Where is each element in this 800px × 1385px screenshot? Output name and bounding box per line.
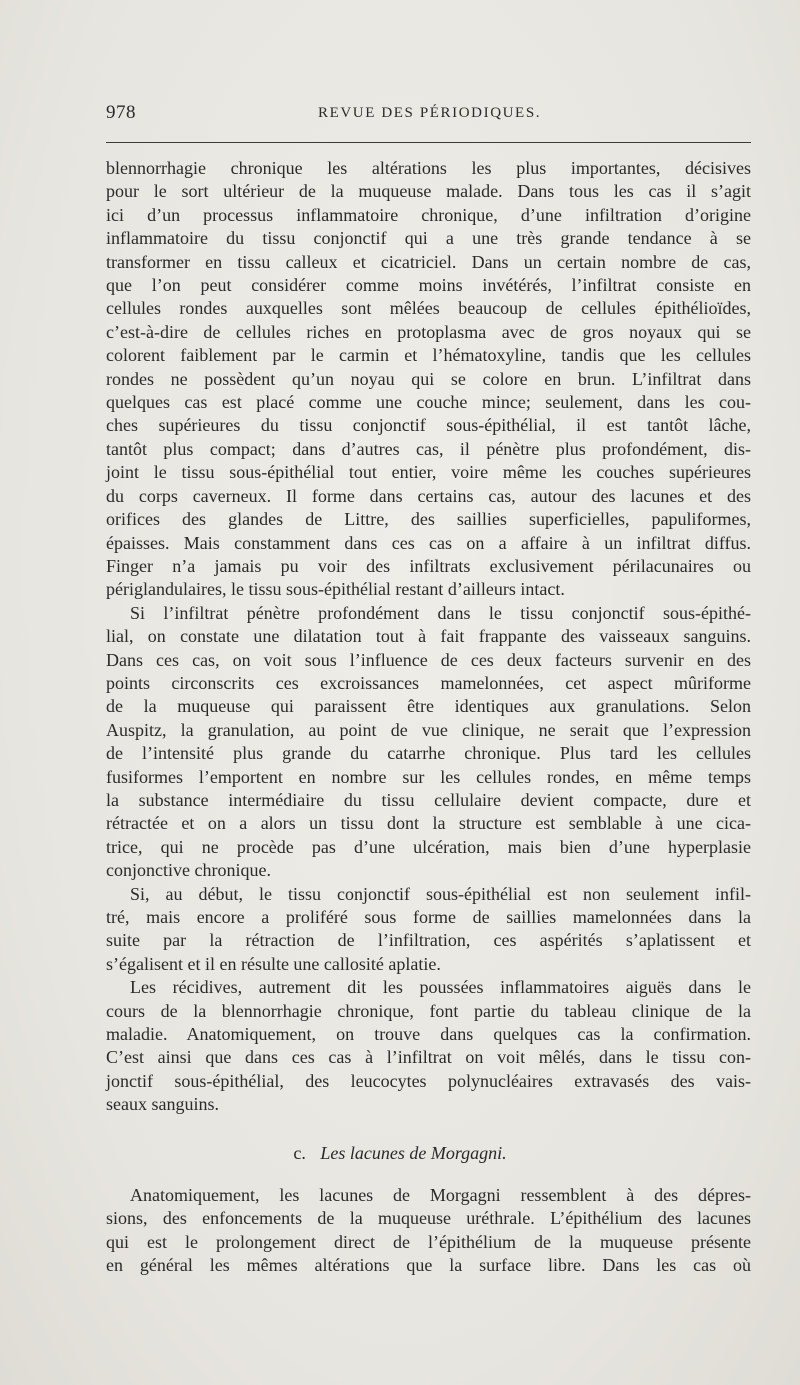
text-line: cellules rondes auxquelles sont mêlées beaucoup de cellules épithélioïdes, bbox=[106, 298, 751, 319]
text-line: tré, mais encore a proliféré sous forme de saillies mamelonnées dans la bbox=[106, 907, 751, 927]
text-line: Si, au début, le tissu conjonctif sous-épithélial est non seulement infil- bbox=[130, 883, 751, 904]
text-line: périglandulaires, le tissu sous-épithélial restant d’ailleurs intact. bbox=[106, 579, 565, 600]
text-line: Anatomiquement, les lacunes de Morgagni ressemblent à des dépres- bbox=[130, 1185, 751, 1205]
section-text bbox=[106, 1184, 751, 1278]
text-line: Finger n’a jamais pu voir des infiltrats exclusivement périlacunaires ou bbox=[106, 555, 751, 576]
text-line: épaisses. Mais constamment dans ces cas on a affaire à un infiltrat diffus. bbox=[106, 532, 751, 553]
text-line: pour le sort ultérieur de la muqueuse malade. Dans tous les cas il s’agit bbox=[106, 181, 751, 202]
text-line: la substance intermédiaire du tissu cellulaire devient compacte, dure et bbox=[106, 789, 751, 810]
text-line: cours de la blennorrhagie chronique, font partie du tableau clinique de la bbox=[106, 1000, 751, 1021]
text-line: Dans ces cas, on voit sous l’influence de ces deux facteurs survenir en des bbox=[106, 649, 751, 670]
text-line: du corps caverneux. Il forme dans certains cas, autour des lacunes et des bbox=[106, 485, 751, 506]
text-line: conjonctive chronique. bbox=[106, 860, 271, 881]
paragraph-3 bbox=[106, 883, 751, 977]
text-line: C’est ainsi que dans ces cas à l’infiltrat on voit mêlés, dans le tissu con- bbox=[106, 1047, 751, 1068]
paragraph-1 bbox=[106, 157, 751, 602]
text-line: de la muqueuse qui paraissent être identiques aux granulations. Selon bbox=[106, 696, 751, 717]
text-line: maladie. Anatomiquement, on trouve dans quelques cas la confirmation. bbox=[106, 1024, 751, 1045]
text-line: Les récidives, autrement dit les poussées inflammatoires aiguës dans le bbox=[130, 977, 751, 998]
text-line: lial, on constate une dilatation tout à fait frappante des vaisseaux sanguins. bbox=[106, 626, 751, 647]
text-line: transformer en tissu calleux et cicatriciel. Dans un certain nombre de cas, bbox=[106, 251, 751, 272]
text-line: inflammatoire du tissu conjonctif qui a une très grande tendance à se bbox=[106, 228, 751, 249]
text-line: trice, qui ne procède pas d’une ulcération, mais bien d’une hyperplasie bbox=[106, 836, 751, 857]
running-title: REVUE DES PÉRIODIQUES. bbox=[318, 105, 542, 121]
text-line: jonctif sous-épithélial, des leucocytes polynucléaires extravasés des vais- bbox=[106, 1070, 751, 1091]
text-line: orifices des glandes de Littre, des saillies superficielles, papuliformes, bbox=[106, 509, 751, 530]
page-header bbox=[106, 100, 751, 130]
text-line: Auspitz, la granulation, au point de vue clinique, ne serait que l’expression bbox=[106, 719, 751, 740]
text-line: ches supérieures du tissu conjonctif sous-épithélial, il est tantôt lâche, bbox=[106, 415, 751, 436]
text-line: joint le tissu sous-épithélial tout entier, voire même les couches supérieures bbox=[106, 462, 751, 483]
text-line: c’est-à-dire de cellules riches en protoplasma avec de gros noyaux qui se bbox=[106, 321, 751, 342]
text-line: qui est le prolongement direct de l’épithélium de la muqueuse présente bbox=[106, 1231, 751, 1252]
text-line: s’égalisent et il en résulte une callosité aplatie. bbox=[106, 953, 441, 974]
text-line: blennorrhagie chronique les altérations les plus importantes, décisives bbox=[106, 158, 751, 178]
section-label: c. bbox=[293, 1143, 306, 1163]
section-title: Les lacunes de Morgagni. bbox=[320, 1143, 507, 1163]
text-line: Si l’infiltrat pénètre profondément dans le tissu conjonctif sous-épithé- bbox=[130, 602, 751, 623]
paragraph-5 bbox=[106, 1184, 751, 1278]
text-line: sions, des enfoncements de la muqueuse uréthrale. L’épithélium des lacunes bbox=[106, 1208, 751, 1229]
page-number: 978 bbox=[106, 102, 136, 123]
text-line: de l’intensité plus grande du catarrhe chronique. Plus tard les cellules bbox=[106, 743, 751, 764]
text-line: seaux sanguins. bbox=[106, 1094, 219, 1115]
text-line: tantôt plus compact; dans d’autres cas, il pénètre plus profondément, dis- bbox=[106, 438, 751, 459]
text-line: ici d’un processus inflammatoire chronique, d’une infiltration d’origine bbox=[106, 204, 751, 225]
header-rule bbox=[106, 142, 751, 143]
text-line: rondes ne possèdent qu’un noyau qui se colore en brun. L’infiltrat dans bbox=[106, 368, 751, 389]
text-line: colorent faiblement par le carmin et l’hématoxyline, tandis que les cellules bbox=[106, 345, 751, 366]
text-line: en général les mêmes altérations que la surface libre. Dans les cas où bbox=[106, 1255, 751, 1276]
text-line: quelques cas est placé comme une couche mince; seulement, dans les cou- bbox=[106, 392, 751, 413]
text-line: fusiformes l’emportent en nombre sur les cellules rondes, en même temps bbox=[106, 766, 751, 787]
text-line: que l’on peut considérer comme moins invétérés, l’infiltrat consiste en bbox=[106, 275, 751, 296]
text-line: suite par la rétraction de l’infiltration, ces aspérités s’aplatissent et bbox=[106, 930, 751, 951]
text-line: rétractée et on a alors un tissu dont la structure est semblable à une cica- bbox=[106, 813, 751, 834]
paragraph-2 bbox=[106, 602, 751, 883]
text-line: points circonscrits ces excroissances mamelonnées, cet aspect mûriforme bbox=[106, 672, 751, 693]
section-heading bbox=[0, 1143, 800, 1164]
paragraph-4 bbox=[106, 976, 751, 1116]
main-text bbox=[106, 157, 751, 1117]
